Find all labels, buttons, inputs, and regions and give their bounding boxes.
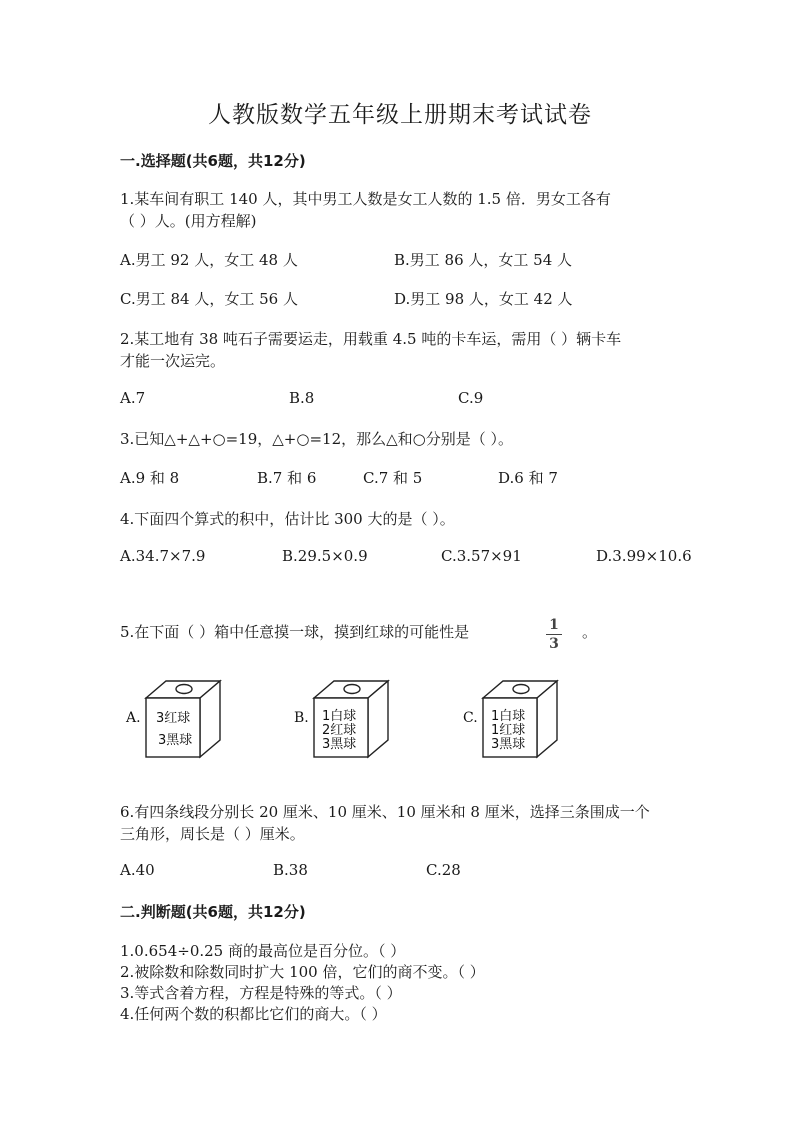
box-a-black-balls: 3黑球: [158, 733, 193, 748]
judgement-item-1: 1.0.654÷0.25 商的最高位是百分位。（ ）: [120, 942, 406, 960]
question-6-option-b: B.38: [273, 861, 308, 879]
fraction-denominator: 3: [549, 636, 559, 652]
box-b-label: B.: [294, 710, 309, 726]
box-c-red-balls: 1红球: [491, 723, 526, 738]
fraction-numerator: 1: [549, 617, 559, 633]
question-6-line-1: 6.有四条线段分别长 20 厘米、10 厘米、10 厘米和 8 厘米，选择三条围成一个: [120, 803, 650, 821]
question-1-line-1: 1.某车间有职工 140 人，其中男工人数是女工人数的 1.5 倍．男女工各有: [120, 190, 611, 208]
question-2-option-c: C.9: [458, 389, 484, 407]
box-a-opening: [176, 685, 192, 694]
question-6-line-2: 三角形，周长是（ ）厘米。: [120, 825, 305, 843]
question-6-option-c: C.28: [426, 861, 461, 879]
question-2-option-b: B.8: [289, 389, 315, 407]
question-4-option-a: A.34.7×7.9: [120, 547, 206, 565]
question-5-tail: 。: [582, 623, 598, 641]
question-3-option-b: B.7 和 6: [257, 469, 317, 487]
box-b-white-balls: 1白球: [322, 709, 357, 724]
box-c-black-balls: 3黑球: [491, 737, 526, 752]
question-2-line-1: 2.某工地有 38 吨石子需要运走，用载重 4.5 吨的卡车运，需用（ ）辆卡车: [120, 330, 622, 348]
question-3-option-a: A.9 和 8: [120, 469, 180, 487]
probability-fraction: [546, 617, 562, 652]
question-5-line-1: 5.在下面（ ）箱中任意摸一球，摸到红球的可能性是: [120, 623, 470, 641]
box-a-label: A.: [126, 710, 141, 726]
question-3-option-d: D.6 和 7: [498, 469, 558, 487]
question-1-option-d: D.男工 98 人，女工 42 人: [394, 290, 573, 308]
question-1-option-c: C.男工 84 人，女工 56 人: [120, 290, 298, 308]
box-a: [124, 678, 228, 764]
judgement-item-3: 3.等式含着方程，方程是特殊的等式。（ ）: [120, 984, 402, 1002]
box-a-front-face: [146, 698, 200, 757]
box-c-white-balls: 1白球: [491, 709, 526, 724]
box-b-red-balls: 2红球: [322, 723, 357, 738]
box-b-black-balls: 3黑球: [322, 737, 357, 752]
question-4-option-b: B.29.5×0.9: [282, 547, 368, 565]
box-c: [461, 678, 565, 764]
section-heading-choice: 一.选择题(共6题，共12分): [120, 152, 306, 170]
fraction-bar: [546, 634, 562, 635]
question-4-line-1: 4.下面四个算式的积中，估计比 300 大的是（ ）。: [120, 510, 455, 528]
box-b: [292, 678, 396, 764]
page-title: 人教版数学五年级上册期末考试试卷: [208, 102, 592, 128]
question-6-option-a: A.40: [120, 861, 155, 879]
question-1-option-a: A.男工 92 人，女工 48 人: [120, 251, 298, 269]
question-1-line-2: （ ）人。(用方程解): [120, 212, 257, 230]
box-c-label: C.: [463, 710, 478, 726]
question-1-option-b: B.男工 86 人，女工 54 人: [394, 251, 573, 269]
question-3-option-c: C.7 和 5: [363, 469, 423, 487]
question-2-option-a: A.7: [120, 389, 146, 407]
section-heading-judgement: 二.判断题(共6题，共12分): [120, 903, 306, 921]
judgement-item-4: 4.任何两个数的积都比它们的商大。（ ）: [120, 1005, 387, 1023]
question-2-line-2: 才能一次运完。: [120, 352, 226, 370]
judgement-item-2: 2.被除数和除数同时扩大 100 倍，它们的商不变。（ ）: [120, 963, 485, 981]
box-b-opening: [344, 685, 360, 694]
box-c-opening: [513, 685, 529, 694]
question-3-line-1: 3.已知△+△+○=19，△+○=12，那么△和○分别是（ ）。: [120, 430, 514, 448]
question-4-option-d: D.3.99×10.6: [596, 547, 692, 565]
box-a-red-balls: 3红球: [156, 711, 191, 726]
question-4-option-c: C.3.57×91: [441, 547, 522, 565]
